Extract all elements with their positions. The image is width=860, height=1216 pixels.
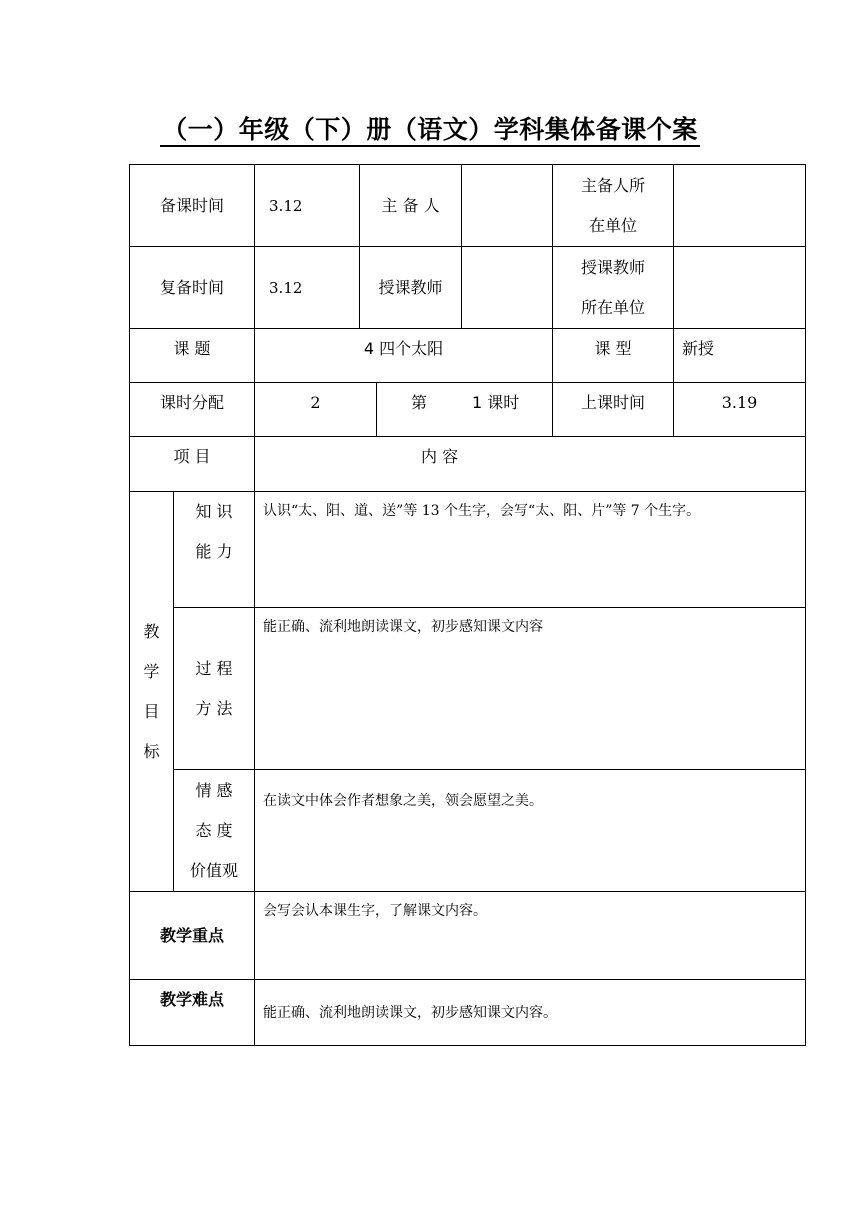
key-points-label: 教学重点	[130, 892, 255, 980]
difficulties-content: 能正确、流利地朗读课文，初步感知课文内容。	[255, 980, 806, 1046]
content-label: 内 容	[255, 437, 806, 492]
row-header	[130, 437, 806, 492]
emotion-label: 情 感 态 度 价值观	[174, 770, 255, 892]
lead-preparer-value	[462, 165, 553, 247]
row-periods	[130, 383, 806, 437]
teacher-label: 授课教师	[360, 247, 462, 329]
row-process	[130, 608, 806, 770]
lead-unit-value	[674, 165, 806, 247]
lesson-plan-table	[129, 164, 806, 1046]
process-label: 过 程 方 法	[174, 608, 255, 770]
emotion-content: 在读文中体会作者想象之美，领会愿望之美。	[255, 770, 806, 892]
period-number: 第 1 课时	[377, 383, 553, 437]
key-points-content: 会写会认本课生字，了解课文内容。	[255, 892, 806, 980]
row-topic	[130, 329, 806, 383]
teacher-unit-value	[674, 247, 806, 329]
topic-value: 4 四个太阳	[255, 329, 553, 383]
objectives-group-label: 教 学 目 标	[130, 492, 174, 892]
teacher-unit-label: 授课教师 所在单位	[553, 247, 674, 329]
row-key-points	[130, 892, 806, 980]
topic-label: 课 题	[130, 329, 255, 383]
lesson-type-value: 新授	[674, 329, 806, 383]
prep-time-value: 3.12	[255, 165, 360, 247]
class-time-label: 上课时间	[553, 383, 674, 437]
class-time-value: 3.19	[674, 383, 806, 437]
teacher-value	[462, 247, 553, 329]
row-difficulties	[130, 980, 806, 1046]
prep-time-label: 备课时间	[130, 165, 255, 247]
row-review-time	[130, 247, 806, 329]
difficulties-label: 教学难点	[130, 980, 255, 1046]
review-time-label: 复备时间	[130, 247, 255, 329]
review-time-value: 3.12	[255, 247, 360, 329]
document-title: （一）年级（下）册（语文）学科集体备课个案	[0, 110, 860, 146]
item-label: 项 目	[130, 437, 255, 492]
row-knowledge	[130, 492, 806, 608]
knowledge-label: 知 识 能 力	[174, 492, 255, 608]
row-emotion	[130, 770, 806, 892]
lead-preparer-label: 主 备 人	[360, 165, 462, 247]
lead-unit-label: 主备人所 在单位	[553, 165, 674, 247]
lesson-type-label: 课 型	[553, 329, 674, 383]
row-prep-time	[130, 165, 806, 247]
periods-label: 课时分配	[130, 383, 255, 437]
knowledge-content: 认识“太、阳、道、送”等 13 个生字，会写“太、阳、片”等 7 个生字。	[255, 492, 806, 608]
process-content: 能正确、流利地朗读课文，初步感知课文内容	[255, 608, 806, 770]
periods-value: 2	[255, 383, 377, 437]
